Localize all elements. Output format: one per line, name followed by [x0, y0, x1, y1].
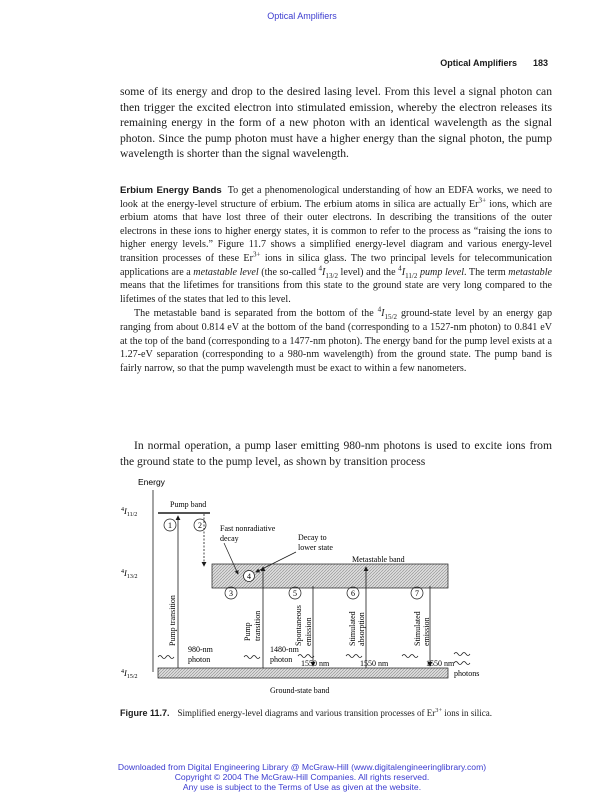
intro-paragraph: [120, 84, 552, 162]
svg-text:5: 5: [293, 589, 297, 598]
svg-text:1: 1: [168, 521, 172, 530]
marker-1: [164, 519, 176, 531]
emphasis: metastable level: [193, 266, 259, 278]
transition-label: transition: [253, 610, 262, 641]
stimulated-1550-label: 1550 nm: [426, 659, 455, 668]
stimulated-output-wave-2: [454, 662, 470, 665]
p1-text: level) and the: [337, 266, 399, 278]
pump-label: Pump: [243, 622, 252, 641]
energy-axis-label: Energy: [138, 477, 165, 487]
subscript: 11/2: [405, 271, 418, 280]
level-symbol: I: [401, 266, 406, 278]
subscript: 13/2: [325, 271, 338, 280]
pump-band-label: Pump band: [170, 500, 207, 509]
p1-text: To get a phenomenological understanding of how an EDFA works, we need to look at the energy-level structure of erbium. The erbium atoms in silica are actually Er: [120, 185, 552, 210]
pump-transition-label: Pump transition: [168, 595, 177, 646]
marker-7: [411, 587, 423, 599]
spontaneous-label: Spontaneous: [294, 605, 303, 646]
footer-terms[interactable]: Any use is subject to the Terms of Use as given at the website.: [182, 782, 422, 792]
p2-text: The metastable band is separated from the bottom of the: [134, 308, 378, 320]
photon-1480-label: 1480-nm photon: [270, 645, 299, 664]
emission-label: emission: [304, 617, 313, 646]
spontaneous-photon-wave: [298, 655, 314, 658]
superscript: 3+: [478, 196, 487, 205]
caption-text: Simplified energy-level diagrams and various transition processes of Er: [177, 708, 436, 718]
level-label-15-2: $^4I_{15/2}$: [121, 668, 138, 680]
svg-text:7: 7: [415, 589, 419, 598]
top-link[interactable]: Optical Amplifiers: [267, 11, 337, 21]
stimulated-label: Stimulated: [348, 611, 357, 646]
figure-label: Figure 11.7.: [120, 708, 170, 718]
absorption-label: absorption: [357, 612, 366, 646]
decay-lower-label: Decay to lower state: [298, 533, 333, 552]
level-label-11-2: $^4I_{11/2}$: [121, 506, 138, 518]
figure-caption: [120, 708, 520, 719]
section-heading: Erbium Energy Bands: [120, 185, 222, 196]
emphasis: pump level: [417, 266, 465, 278]
stimulated-label-2: Stimulated: [413, 611, 422, 646]
emphasis: metastable: [508, 266, 553, 278]
level-label-13-2: $^4I_{13/2}$: [121, 568, 138, 580]
svg-text:3: 3: [229, 589, 233, 598]
svg-text:4: 4: [247, 572, 251, 581]
superscript: 3+: [435, 707, 442, 714]
energy-level-diagram: [120, 476, 560, 696]
spontaneous-1550-label: 1550 nm: [301, 659, 330, 668]
stimulated-output-wave-1: [454, 653, 470, 656]
p1-text: ions, which are erbium atoms that have lost three of their outer electrons. In describing the transitions of the outer electrons in these ions to higher energy states, it is common to refer to the process as “raising the ions to higher energy levels.” Figure 11.7 shows a simplified energy-level diagram and various energy-level transition processes of these Er: [120, 198, 552, 264]
operation-paragraph: [120, 438, 552, 469]
photon-980-wave: [158, 656, 174, 659]
operation-text: In normal operation, a pump laser emitting 980-nm photons is used to excite ions from the ground state to the pump level, as shown by transition process: [120, 439, 552, 468]
subscript: 15/2: [384, 313, 398, 322]
running-title: Optical Amplifiers: [440, 58, 517, 68]
p2-text: ground-state level by an energy gap ranging from about 0.814 eV at the bottom of the band (corresponding to a 1527-nm photon) to 0.841 eV at the top of the band (corresponding to a 1477-nm photon). The energy band for the pump level exists at a 1.27-eV separation (corresponding to a 980-nm wavelength) from the ground state. The pump band is fairly narrow, so that the pump wavelength must be exact to within a few nanometers.: [120, 308, 552, 374]
photon-980-label: 980-nm photon: [188, 645, 213, 664]
p1-text: means that the lifetimes for transitions from this state to the ground state are very long compared to the lifetimes of the states that led to this level.: [120, 280, 552, 305]
running-head: [424, 58, 548, 68]
photons-label: photons: [454, 669, 480, 678]
marker-5: [289, 587, 301, 599]
marker-6: [347, 587, 359, 599]
intro-text: some of its energy and drop to the desired lasing level. From this level a signal photon can then trigger the excited electron into stimulated emission, whereby the electron releases its remaining energy in the form of a new photon with an identical wavelength as the signal photon. Since the pump photon must have a higher energy than the signal photon, the pump wavelength is shorter than the signal wavelength.: [120, 85, 552, 161]
footer-download-link[interactable]: Downloaded from Digital Engineering Library @ McGraw-Hill (www.digitalengineeringlibrary.com): [117, 762, 487, 772]
marker-4: [244, 571, 255, 582]
fast-decay-label: Fast nonradiative decay: [220, 524, 276, 543]
erbium-section: [120, 184, 552, 375]
superscript: 4: [398, 264, 402, 273]
svg-text:6: 6: [351, 589, 355, 598]
absorption-photon-wave: [346, 655, 362, 658]
caption-text: ions in silica.: [442, 708, 492, 718]
p1-text: ions in silica glass. The two principal levels for telecommunication applications are a: [120, 252, 553, 278]
ground-state-band: [158, 668, 448, 678]
marker-3: [225, 587, 237, 599]
metastable-band-label: Metastable band: [352, 555, 405, 564]
p1-text: . The term: [464, 266, 509, 278]
page-number: 183: [532, 58, 548, 68]
section-paragraph-1: [120, 184, 552, 306]
p1-text: (the so-called: [258, 266, 319, 278]
absorption-1550-label: 1550 nm: [360, 659, 389, 668]
footer-copyright[interactable]: Copyright © 2004 The McGraw-Hill Companies. All rights reserved.: [174, 772, 430, 782]
svg-text:2: 2: [198, 521, 202, 530]
level-symbol: I: [322, 266, 326, 278]
superscript: 3+: [252, 250, 261, 259]
superscript: 4: [377, 305, 382, 314]
level-symbol: I: [381, 308, 385, 320]
superscript: 4: [318, 264, 323, 273]
photon-1480-wave: [244, 656, 260, 659]
emission-label-2: emission: [422, 617, 431, 646]
section-paragraph-2: [120, 307, 552, 375]
ground-state-label: Ground-state band: [270, 686, 330, 695]
stimulated-input-wave: [402, 655, 418, 658]
